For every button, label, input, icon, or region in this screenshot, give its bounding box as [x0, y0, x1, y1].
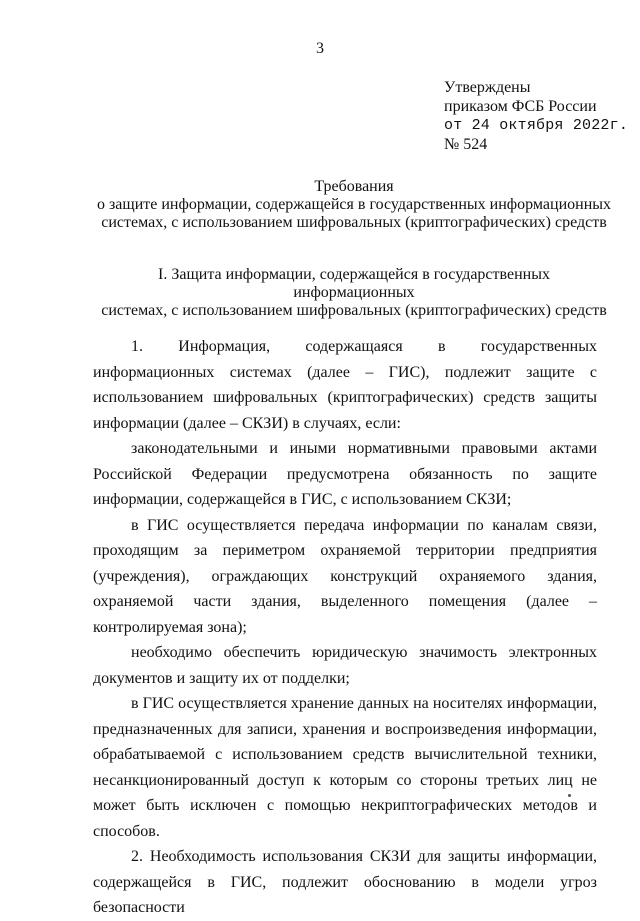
section-line-2: системах, с использованием шифровальных (криптографических) средств — [101, 302, 607, 319]
paragraph: в ГИС осуществляется хранение данных на носителях информации, предназначенных для записи, хранения и воспроизведения информации, обрабатываемой с использованием средств вычислительной техники, несанкционированный доступ к которым со стороны третьих лиц не может быть исключен с помощью некриптографических методов и способов. — [93, 695, 597, 840]
document-body — [93, 334, 597, 921]
paragraph: 2. Необходимость использования СКЗИ для защиты информации, содержащейся в ГИС, подлежит обоснованию в модели угроз безопасности — [93, 848, 597, 916]
paragraph: законодательными и иными нормативными правовыми актами Российской Федерации предусмотрена обязанность по защите информации, содержащейся в ГИС, с использованием СКЗИ; — [93, 440, 597, 508]
page-number: 3 — [316, 40, 324, 57]
title-line-2: системах, с использованием шифровальных (криптографических) средств — [101, 214, 607, 231]
title-heading: Требования — [314, 178, 394, 195]
approval-line-2: приказом ФСБ России — [444, 98, 597, 115]
approval-order-number: № 524 — [444, 136, 488, 153]
section-line-1: I. Защита информации, содержащейся в государственных информационных — [158, 266, 550, 301]
document-title — [96, 178, 612, 232]
approval-line-1: Утверждены — [444, 79, 531, 96]
approval-stamp — [444, 78, 628, 154]
paragraph: в ГИС осуществляется передача информации по каналам связи, проходящим за периметром охраняемой территории предприятия (учреждения), ограждающих конструкций охраняемого здания, охраняемой части здания, выделенного помещения (далее – контролируемая зона); — [93, 516, 597, 636]
section-heading — [96, 266, 612, 320]
scan-speck — [568, 794, 571, 797]
paragraph: необходимо обеспечить юридическую значимость электронных документов и защиту их от подделки; — [93, 644, 597, 687]
paragraph: 1. Информация, содержащаяся в государственных информационных системах (далее – ГИС), подлежит защите с использованием шифровальных (криптографических) средств защиты информации (далее – СКЗИ) в случаях, если: — [93, 338, 597, 432]
approval-date: от 24 октября 2022г. — [444, 117, 629, 134]
title-line-1: о защите информации, содержащейся в государственных информационных — [96, 196, 612, 213]
